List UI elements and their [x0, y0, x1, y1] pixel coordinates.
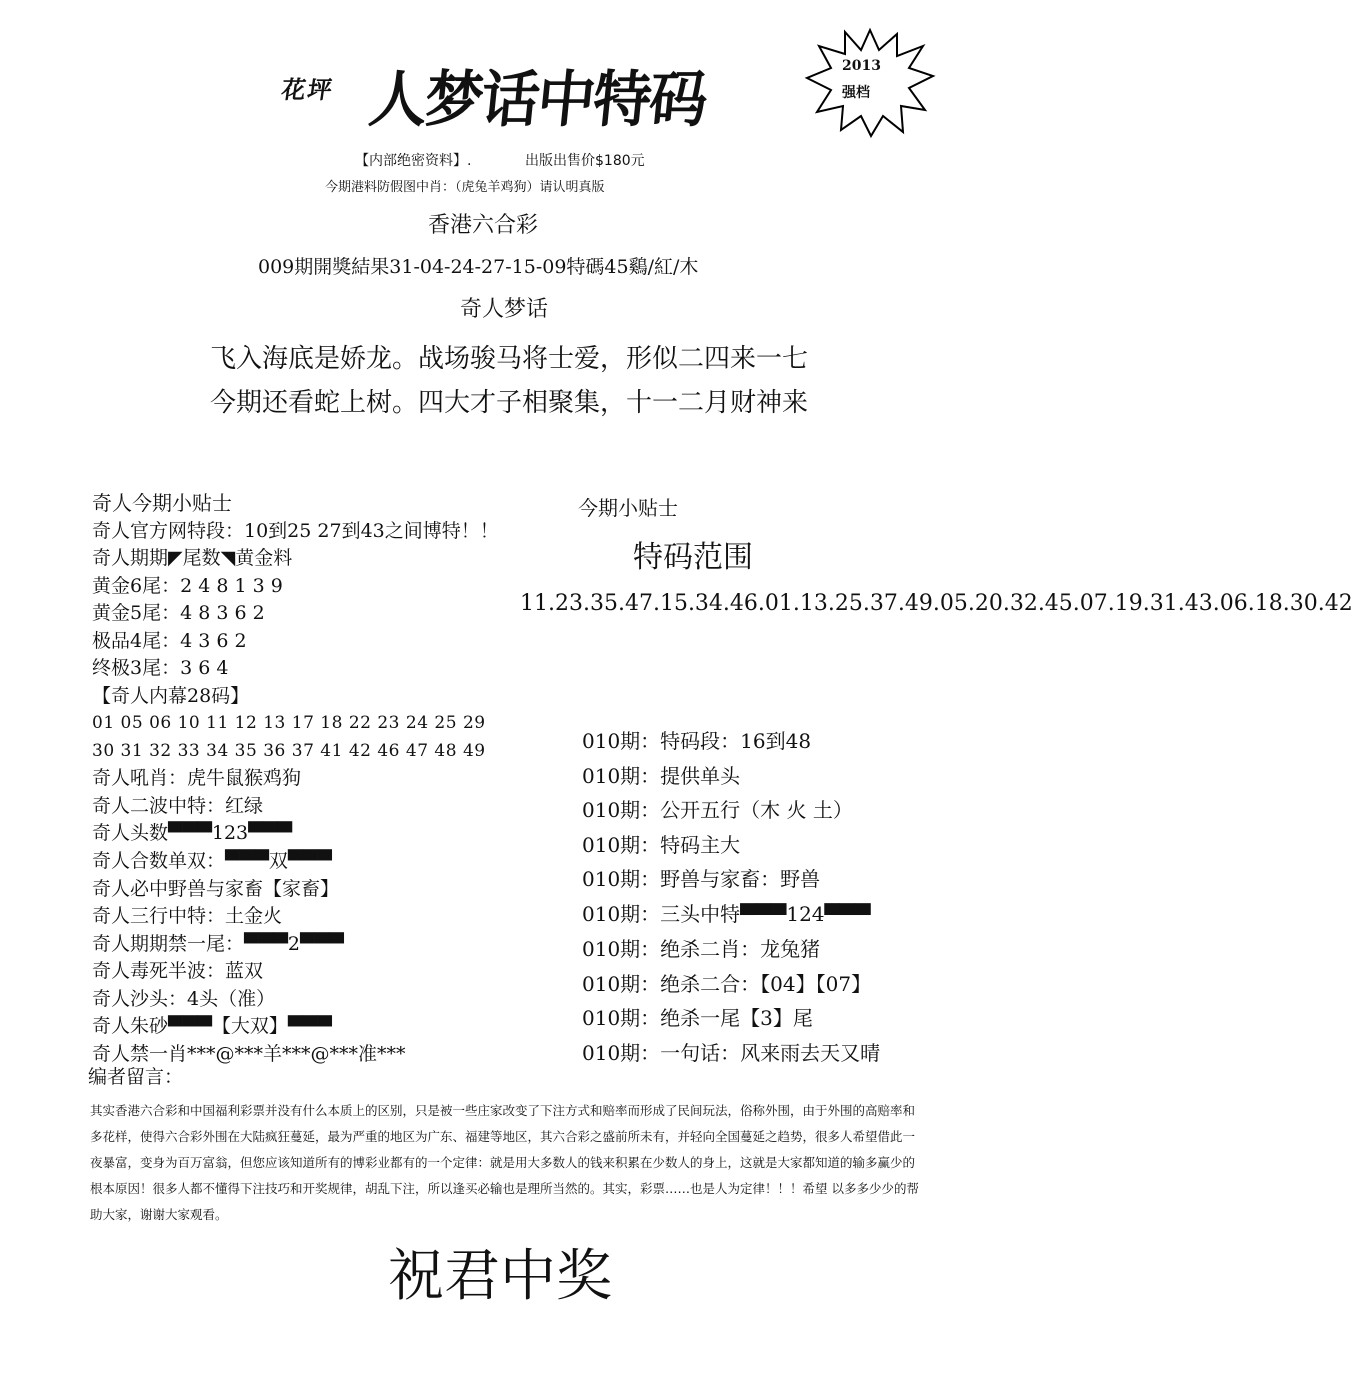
- notice-price: 出版出售价$180元: [525, 153, 645, 169]
- tip-item: 010期：提供单头: [582, 763, 741, 788]
- poem-line-2: 今期还看蛇上树。四大才子相聚集，十一二月财神来: [210, 388, 809, 418]
- tip-item: 010期：特码主大: [582, 832, 741, 857]
- editor-label: 编者留言：: [88, 1066, 184, 1088]
- three-head-label: 010期：三头中特: [582, 901, 741, 926]
- ban-tail-value: 2: [287, 932, 300, 955]
- head-number-line: [92, 820, 552, 848]
- gold-5-tails: 黄金5尾：4 8 3 6 2: [92, 602, 265, 624]
- black-bars-icon: ▀▀▀: [824, 902, 871, 927]
- black-bars-icon: ▀▀▀: [287, 1015, 332, 1038]
- ban-tail-label: 奇人期期禁一尾：: [92, 932, 245, 955]
- blessing: 祝君中奖: [388, 1244, 612, 1309]
- black-bars-icon: ▀▀▀: [248, 822, 292, 845]
- tip-item: 010期：绝杀二肖：龙兔猪: [582, 937, 821, 962]
- black-bars-icon: ▀▀▀: [168, 822, 212, 845]
- inner-numbers-row-1: 01 05 06 10 11 12 13 17 18 22 23 24 25 29: [92, 713, 486, 733]
- ban-tail-line: [92, 931, 552, 959]
- range-title: 特码范围: [633, 540, 753, 575]
- notice-internal: 【内部绝密资料】.: [355, 153, 472, 169]
- badge-year: 2013: [842, 58, 881, 74]
- shout-zodiac: 奇人吼肖：虎牛鼠猴鸡狗: [92, 767, 302, 789]
- dream-title: 奇人梦话: [460, 297, 549, 322]
- cinnabar-value: 【大双】: [211, 1015, 288, 1038]
- tip-item: 010期：绝杀二合：【04】【07】: [582, 971, 872, 996]
- black-bars-icon: ▀▀▀: [168, 1015, 212, 1038]
- tip-item: 010期：公开五行（木 火 土）: [582, 798, 853, 822]
- two-wave: 奇人二波中特：红绿: [92, 794, 264, 817]
- inner-numbers-row-2: 30 31 32 33 34 35 36 37 41 42 46 47 48 49: [92, 740, 486, 761]
- tip-item: 010期：野兽与家畜：野兽: [582, 867, 821, 891]
- range-numbers: 11.23.35.47.15.34.46.01.13.25.37.49.05.20.32.45.07.19.31.43.06.18.30.42: [520, 591, 1353, 616]
- page-title: 人梦话中特码: [365, 63, 710, 135]
- best-4-tails: 极品4尾：4 3 6 2: [92, 629, 247, 652]
- left-tips-heading: 奇人今期小贴士: [92, 491, 232, 515]
- inner-28-heading: 【奇人内幕28码】: [92, 684, 250, 707]
- sum-odd-even-label: 奇人合数单双：: [92, 849, 226, 872]
- final-3-tails: 终极3尾：3 6 4: [92, 657, 229, 679]
- sum-odd-even-value: 双: [268, 849, 288, 872]
- black-bars-icon: ▀▀▀: [287, 850, 332, 872]
- notice-anti-fake: 今期港料防假图中肖：（虎兔羊鸡狗）请认明真版: [325, 180, 605, 195]
- sum-odd-even-line: [92, 848, 552, 876]
- black-bars-icon: ▀▀▀: [740, 902, 787, 927]
- poison-wave: 奇人毒死半波：蓝双: [92, 960, 264, 983]
- black-bars-icon: ▀▀▀: [225, 850, 269, 872]
- lottery-name: 香港六合彩: [428, 213, 539, 238]
- black-bars-icon: ▀▀▀: [299, 932, 344, 955]
- title-prefix: 花坪: [279, 76, 336, 104]
- gold-6-tails: 黄金6尾：2 4 8 1 3 9: [92, 574, 283, 597]
- three-head-line: [582, 897, 880, 933]
- tail-heading: 奇人期期◤尾数◥黄金料: [92, 547, 293, 569]
- left-tips-column: [92, 490, 552, 1069]
- editor-text: 其实香港六合彩和中国福利彩票并没有什么本质上的区别，只是被一些庄家改变了下注方式和赔率而形成了民间玩法，俗称外围，由于外围的高赔率和多花样，使得六合彩外围在大陆疯狂蔓延，最为严重的地区为广东、福建等地区，其六合彩之盛前所未有，并轻向全国蔓延之趋势，很多人希望借此一夜暴富，变身为百万富翁，但您应该知道所有的博彩业都有的一个定律：就是用大多数人的钱来积累在少数人的身上，这就是大家都知道的输多赢少的根本原因！很多人都不懂得下注技巧和开奖规律，胡乱下注，所以逢买必输也是理所当然的。其实，彩票……也是人为定律！！！希望 以多多少少的帮助大家，谢谢大家观看。: [90, 1103, 919, 1222]
- tip-item: 010期：特码段：16到48: [582, 729, 812, 753]
- cinnabar-label: 奇人朱砂: [92, 1015, 169, 1038]
- sand-head: 奇人沙头：4头（准）: [92, 987, 276, 1010]
- three-elements: 奇人三行中特：土金火: [92, 905, 283, 927]
- tip-item: 010期：绝杀一尾【3】尾: [582, 1006, 813, 1031]
- head-number-label: 奇人头数: [92, 822, 169, 844]
- right-tips-heading: 今期小贴士: [578, 496, 678, 520]
- ban-zodiac: 奇人禁一肖***@***羊***@***准***: [92, 1043, 406, 1065]
- right-tips-list: [582, 724, 880, 1070]
- poem-line-1: 飞入海底是娇龙。战场骏马将士爱，形似二四来一七: [210, 344, 809, 374]
- official-segment: 奇人官方网特段：10到25 27到43之间博特！！: [92, 519, 499, 542]
- head-number-value: 123: [211, 822, 249, 844]
- three-head-value: 124: [786, 901, 825, 926]
- black-bars-icon: ▀▀▀: [244, 932, 288, 955]
- badge-label: 强档: [842, 85, 870, 101]
- cinnabar-line: [92, 1013, 552, 1041]
- beast-or-livestock: 奇人必中野兽与家畜【家畜】: [92, 877, 340, 900]
- draw-result: 009期開獎結果31-04-24-27-15-09特碼45鷄/紅/木: [258, 256, 699, 278]
- starburst-badge: [805, 28, 935, 138]
- tip-item: 010期：一句话：风来雨去天又晴: [582, 1040, 881, 1065]
